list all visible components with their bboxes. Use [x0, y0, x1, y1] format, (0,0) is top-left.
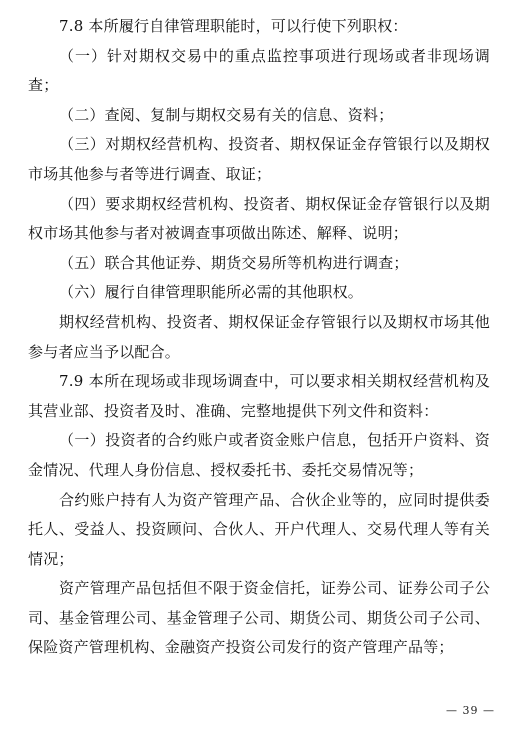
article-7-8-heading: 7.8 本所履行自律管理职能时，可以行使下列职权： — [59, 17, 408, 35]
clause-7-8-item-5: （五）联合其他证券、期货交易所等机构进行调查； — [59, 253, 409, 272]
article-7-9-heading: 7.9 本所在现场或非现场调查中，可以要求相关期权经营机构及其营业部、投资者及时、准确、完整地提供下列文件和资料： — [28, 372, 490, 420]
page-number: — 39 — — [446, 704, 495, 717]
clause-7-9-account-holder: 合约账户持有人为资产管理产品、合伙企业等的，应同时提供委托人、受益人、投资顾问、合伙人、开户代理人、交易代理人等有关情况； — [28, 490, 490, 568]
clause-7-8-item-4: （四）要求期权经营机构、投资者、期权保证金存管银行以及期权市场其他参与者对被调查事项做出陈述、解释、说明； — [28, 194, 490, 243]
clause-7-9-item-1: （一）投资者的合约账户或者资金账户信息，包括开户资料、资金情况、代理人身份信息、授权委托书、委托交易情况等； — [28, 431, 490, 479]
article-7-8-cooperation: 期权经营机构、投资者、期权保证金存管银行以及期权市场其他参与者应当予以配合。 — [28, 312, 490, 361]
clause-7-8-item-1: （一）针对期权交易中的重点监控事项进行现场或者非现场调查； — [28, 46, 490, 95]
clause-7-8-item-3: （三）对期权经营机构、投资者、期权保证金存管银行以及期权市场其他参与者等进行调查、取证； — [28, 135, 490, 183]
clause-7-8-item-6: （六）履行自律管理职能所必需的其他职权。 — [59, 283, 364, 302]
clause-7-8-item-2: （二）查阅、复制与期权交易有关的信息、资料； — [59, 105, 394, 124]
clause-7-9-asset-products: 资产管理产品包括但不限于资金信托，证券公司、证券公司子公司、基金管理公司、基金管理子公司、期货公司、期货公司子公司、保险资产管理机构、金融资产投资公司发行的资产管理产品等； — [28, 579, 490, 657]
document-body — [28, 12, 490, 663]
